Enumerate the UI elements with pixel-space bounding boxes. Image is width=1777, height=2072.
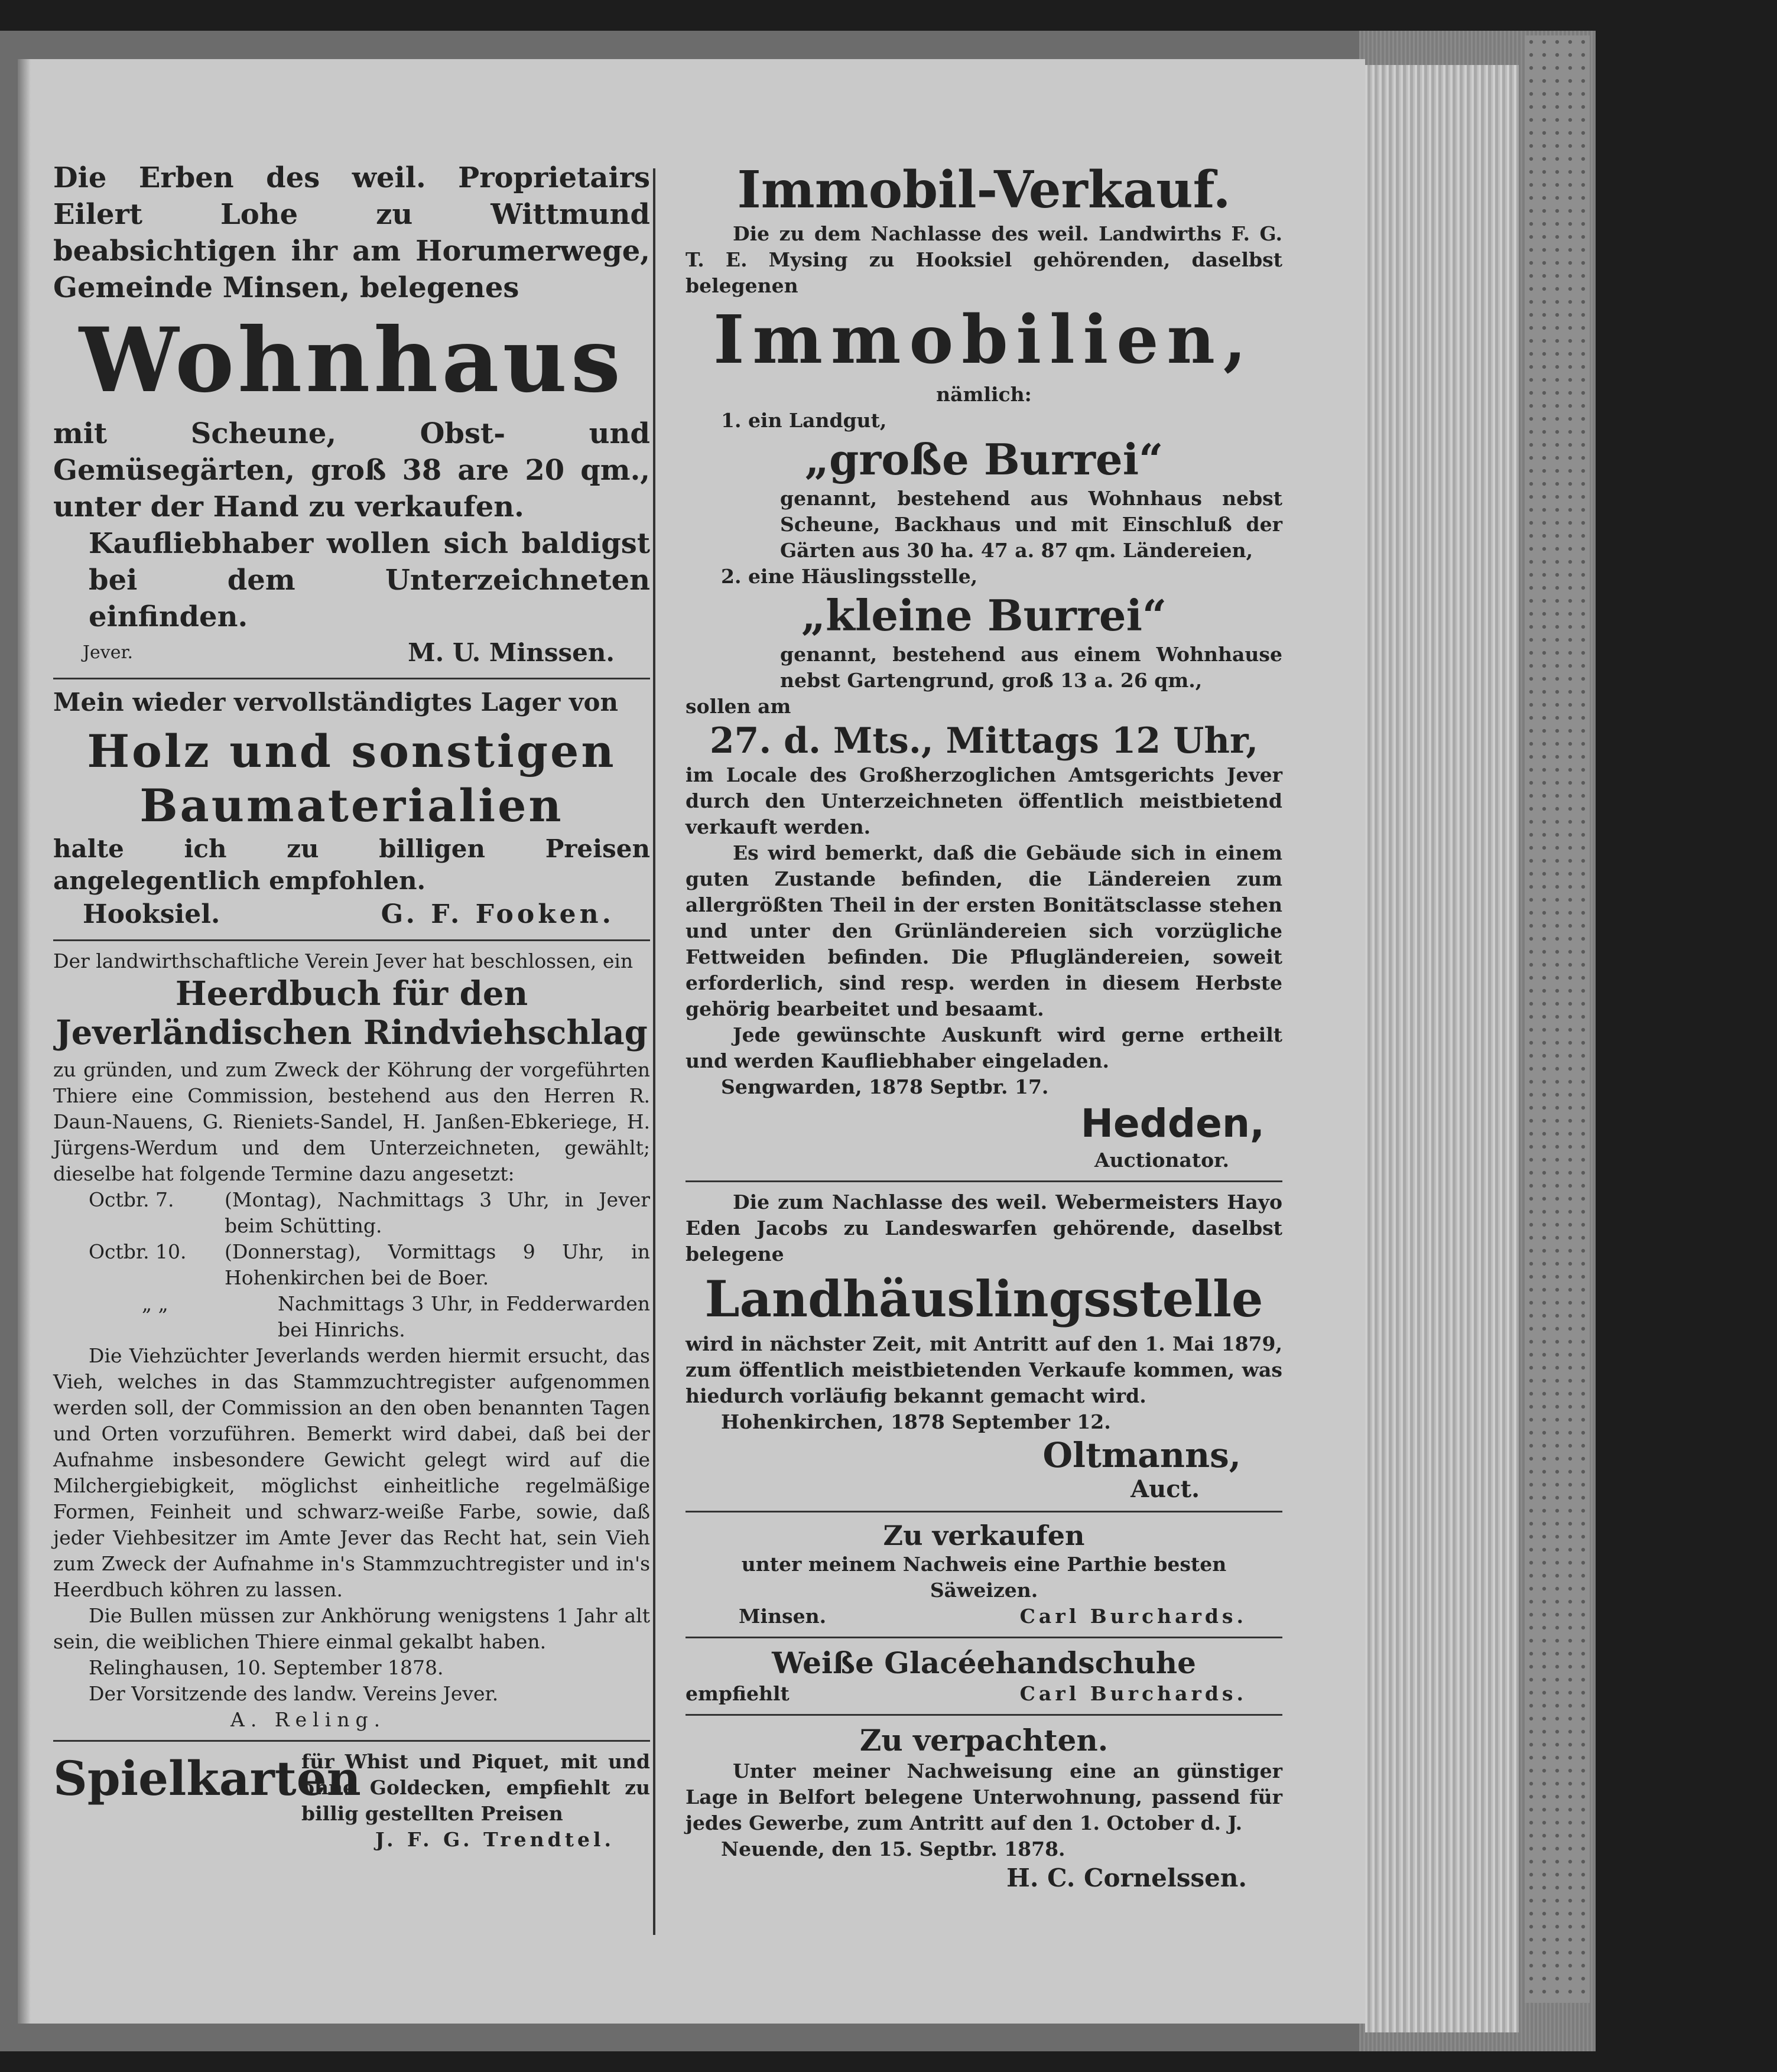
separator-rule [686,1180,1282,1182]
ad-signature-line [686,1603,1282,1629]
separator-rule [686,1637,1282,1638]
ad-title: Heerdbuch für den Jeverländischen Rindviehschlag [56,974,648,1052]
ad-text: mit Scheune, Obst- und Gemüsegärten, groß 38 are 20 qm., unter der Hand zu verkaufen. [53,417,650,523]
term-text: (Montag), Nachmittags 3 Uhr, in Jever beim Schütting. [225,1188,650,1237]
term-date: Octbr. 7. [89,1188,174,1211]
ad-signature-line [686,1681,1282,1707]
ad-place: Hooksiel. [83,899,220,929]
ad-title: Spielkarten [53,1751,361,1806]
ad-item-text: genannt, bestehend aus Wohnhaus nebst Scheune, Backhaus und mit Einschluß der Gärten aus 30 ha. 47 a. 87 qm. Ländereien, [780,487,1282,562]
ad-immobil-verkauf [686,160,1282,1173]
separator-rule [53,678,650,679]
ad-heading: Immobil-Verkauf. [737,160,1231,220]
term-row [53,1291,650,1343]
ad-role: Auct. [1130,1475,1200,1503]
page-edges [1365,65,1519,2032]
ad-dateline: Neuende, den 15. Septbr. 1878. [721,1837,1065,1860]
ad-zu-verpachten [686,1723,1282,1894]
ad-signature-line [53,635,650,671]
ad-text: Kaufliebhaber wollen sich baldigst bei dem Unterzeichneten einfinden. [89,527,650,633]
ad-dateline: Relinghausen, 10. September 1878. [89,1656,444,1679]
term-text: Nachmittags 3 Uhr, in Fedderwarden bei Hinrichs. [278,1292,650,1341]
ad-title: Zu verkaufen [883,1520,1085,1551]
ad-date: 27. d. Mts., Mittags 12 Uhr, [709,720,1259,762]
ad-item: 2. eine Häuslingsstelle, [721,565,978,588]
left-column [53,160,650,1853]
separator-rule [686,1511,1282,1512]
ad-landhaeuslingsstelle [686,1189,1282,1504]
right-column [686,160,1282,1894]
ad-title: Landhäuslingsstelle [704,1270,1263,1328]
term-row [53,1187,650,1239]
ad-item-name: „kleine Burrei“ [801,590,1167,640]
ad-item-name: „große Burrei“ [804,434,1164,484]
ad-place: Minsen. [739,1605,827,1628]
page-gutter [18,59,31,2024]
separator-rule [53,1740,650,1742]
ad-text: für Whist und Piquet, mit und ohne Goldecken, empfiehlt zu billig gestellten Preisen [301,1750,650,1825]
ad-dateline: Hohenkirchen, 1878 September 12. [721,1410,1111,1433]
ad-signer: A. Reling. [230,1708,386,1731]
ad-signer: Carl Burchards. [1019,1682,1247,1705]
ad-zu-verkaufen [686,1520,1282,1629]
ad-item-text: genannt, bestehend aus einem Wohnhause nebst Gartengrund, groß 13 a. 26 qm., [780,643,1282,692]
ad-role: Auctionator. [1094,1149,1229,1172]
ad-signer: J. F. G. Trendtel. [375,1828,615,1851]
ad-title: Immobilien, [713,301,1255,379]
ad-dateline: Sengwarden, 1878 Septbr. 17. [721,1075,1049,1098]
ad-text: Jede gewünschte Auskunft wird gerne ertheilt und werden Kaufliebhaber eingeladen. [686,1023,1282,1072]
ad-text: sollen am [686,695,791,718]
ad-intro: Die zum Nachlasse des weil. Webermeisters Hayo Eden Jacobs zu Landeswarfen gehörende, daselbst belegene [686,1190,1282,1266]
term-date: „ „ [142,1292,168,1315]
ad-text: unter meinem Nachweis eine Parthie besten Säweizen. [741,1553,1227,1602]
newspaper-page [18,59,1365,2024]
ad-intro: Der landwirthschaftliche Verein Jever hat beschlossen, ein [53,949,634,972]
ad-role: Der Vorsitzende des landw. Vereins Jever. [89,1682,499,1705]
ad-place: Jever. [83,642,134,663]
ad-spielkarten [53,1749,650,1827]
ad-holz [53,687,650,932]
separator-rule [53,939,650,941]
separator-rule [686,1714,1282,1716]
ad-signature-line [53,897,650,932]
ad-signer: Oltmanns, [1042,1435,1241,1475]
ad-signer: H. C. Cornelssen. [1006,1863,1247,1892]
ad-intro: Mein wieder vervollständigtes Lager von [53,688,618,717]
ad-text: empfiehlt [686,1682,790,1705]
ad-text: halte ich zu billigen Preisen angelegentlich empfohlen. [53,834,650,895]
ad-wohnhaus [53,160,650,671]
ad-heerdbuch [53,948,650,1733]
ad-intro: Die zu dem Nachlasse des weil. Landwirths F. G. T. E. Mysing zu Hooksiel gehörenden, daselbst belegenen [686,222,1282,297]
ad-signer: Hedden, [1080,1101,1265,1146]
ad-text: Unter meiner Nachweisung eine an günstiger Lage in Belfort belegene Unterwohnung, passend für jedes Gewerbe, zum Antritt auf den 1. October d. J. [686,1759,1282,1834]
ad-intro: Die Erben des weil. Proprietairs Eilert Lohe zu Wittmund beabsichtigen ihr am Horumerwege, Gemeinde Minsen, belegenes [53,161,650,304]
ad-text: im Locale des Großherzoglichen Amtsgerichts Jever durch den Unterzeichneten öffentlich meistbietend verkauft werden. [686,763,1282,838]
ad-text: Die Bullen müssen zur Ankhörung wenigstens 1 Jahr alt sein, die weiblichen Thiere einmal gekalbt haben. [53,1604,650,1653]
ad-text: zu gründen, und zum Zweck der Köhrung der vorgeführten Thiere eine Commission, bestehend aus den Herren R. Daun-Nauens, G. Rieniets-Sandel, H. Janßen-Ebkeriege, H. Jürgens-Werdum und dem Unterzeichneten, gewählt; dieselbe hat folgende Termine dazu angesetzt: [53,1058,650,1185]
ad-item: 1. ein Landgut, [721,409,887,432]
term-date: Octbr. 10. [89,1240,187,1263]
ad-text: Es wird bemerkt, daß die Gebäude sich in einem guten Zustande befinden, die Ländereien zum allergrößten Theil in der ersten Bonitätsclasse stehen und unter den Grünländereien sich vorzügliche Fettweiden befinden. Die Pflugländereien, soweit erforderlich, sind resp. werden in diesem Herbste gehörig bearbeitet und besaamt. [686,841,1282,1020]
ad-text: wird in nächster Zeit, mit Antritt auf den 1. Mai 1879, zum öffentlich meistbietenden Verkaufe kommen, was hiedurch vorläufig bekannt gemacht wird. [686,1332,1282,1407]
book-board-speckled [1525,35,1590,2003]
ad-namely: nämlich: [936,383,1032,406]
ad-title: Wohnhaus [79,308,625,412]
ad-signer: G. F. Fooken. [381,899,615,929]
ad-signer: Carl Burchards. [1019,1605,1247,1628]
ad-title: Weiße Glacéehandschuhe [772,1645,1196,1680]
ad-text: Die Viehzüchter Jeverlands werden hiermit ersucht, das Vieh, welches in das Stammzuchtregister aufgenommen werden soll, der Commission an den oben benannten Tagen und Orten vorzuführen. Bemerkt wird dabei, daß bei der Aufnahme insbesondere Gewicht gelegt wird auf die Milchergiebigkeit, möglichst einheitliche regelmäßige Formen, Feinheit und schwarz-weiße Farbe, sowie, daß jeder Viehbesitzer im Amte Jever das Recht hat, sein Vieh zum Zweck der Aufnahme in's Stammzuchtregister und in's Heerdbuch köhren zu lassen. [53,1344,650,1601]
term-row [53,1239,650,1291]
ad-handschuhe [686,1645,1282,1707]
ad-title: Zu verpachten. [859,1723,1109,1758]
ad-title: Holz und sonstigen Baumaterialien [87,725,616,832]
ad-signer: M. U. Minssen. [408,638,615,667]
column-divider [653,168,655,1935]
term-text: (Donnerstag), Vormittags 9 Uhr, in Hohenkirchen bei de Boer. [225,1240,650,1289]
